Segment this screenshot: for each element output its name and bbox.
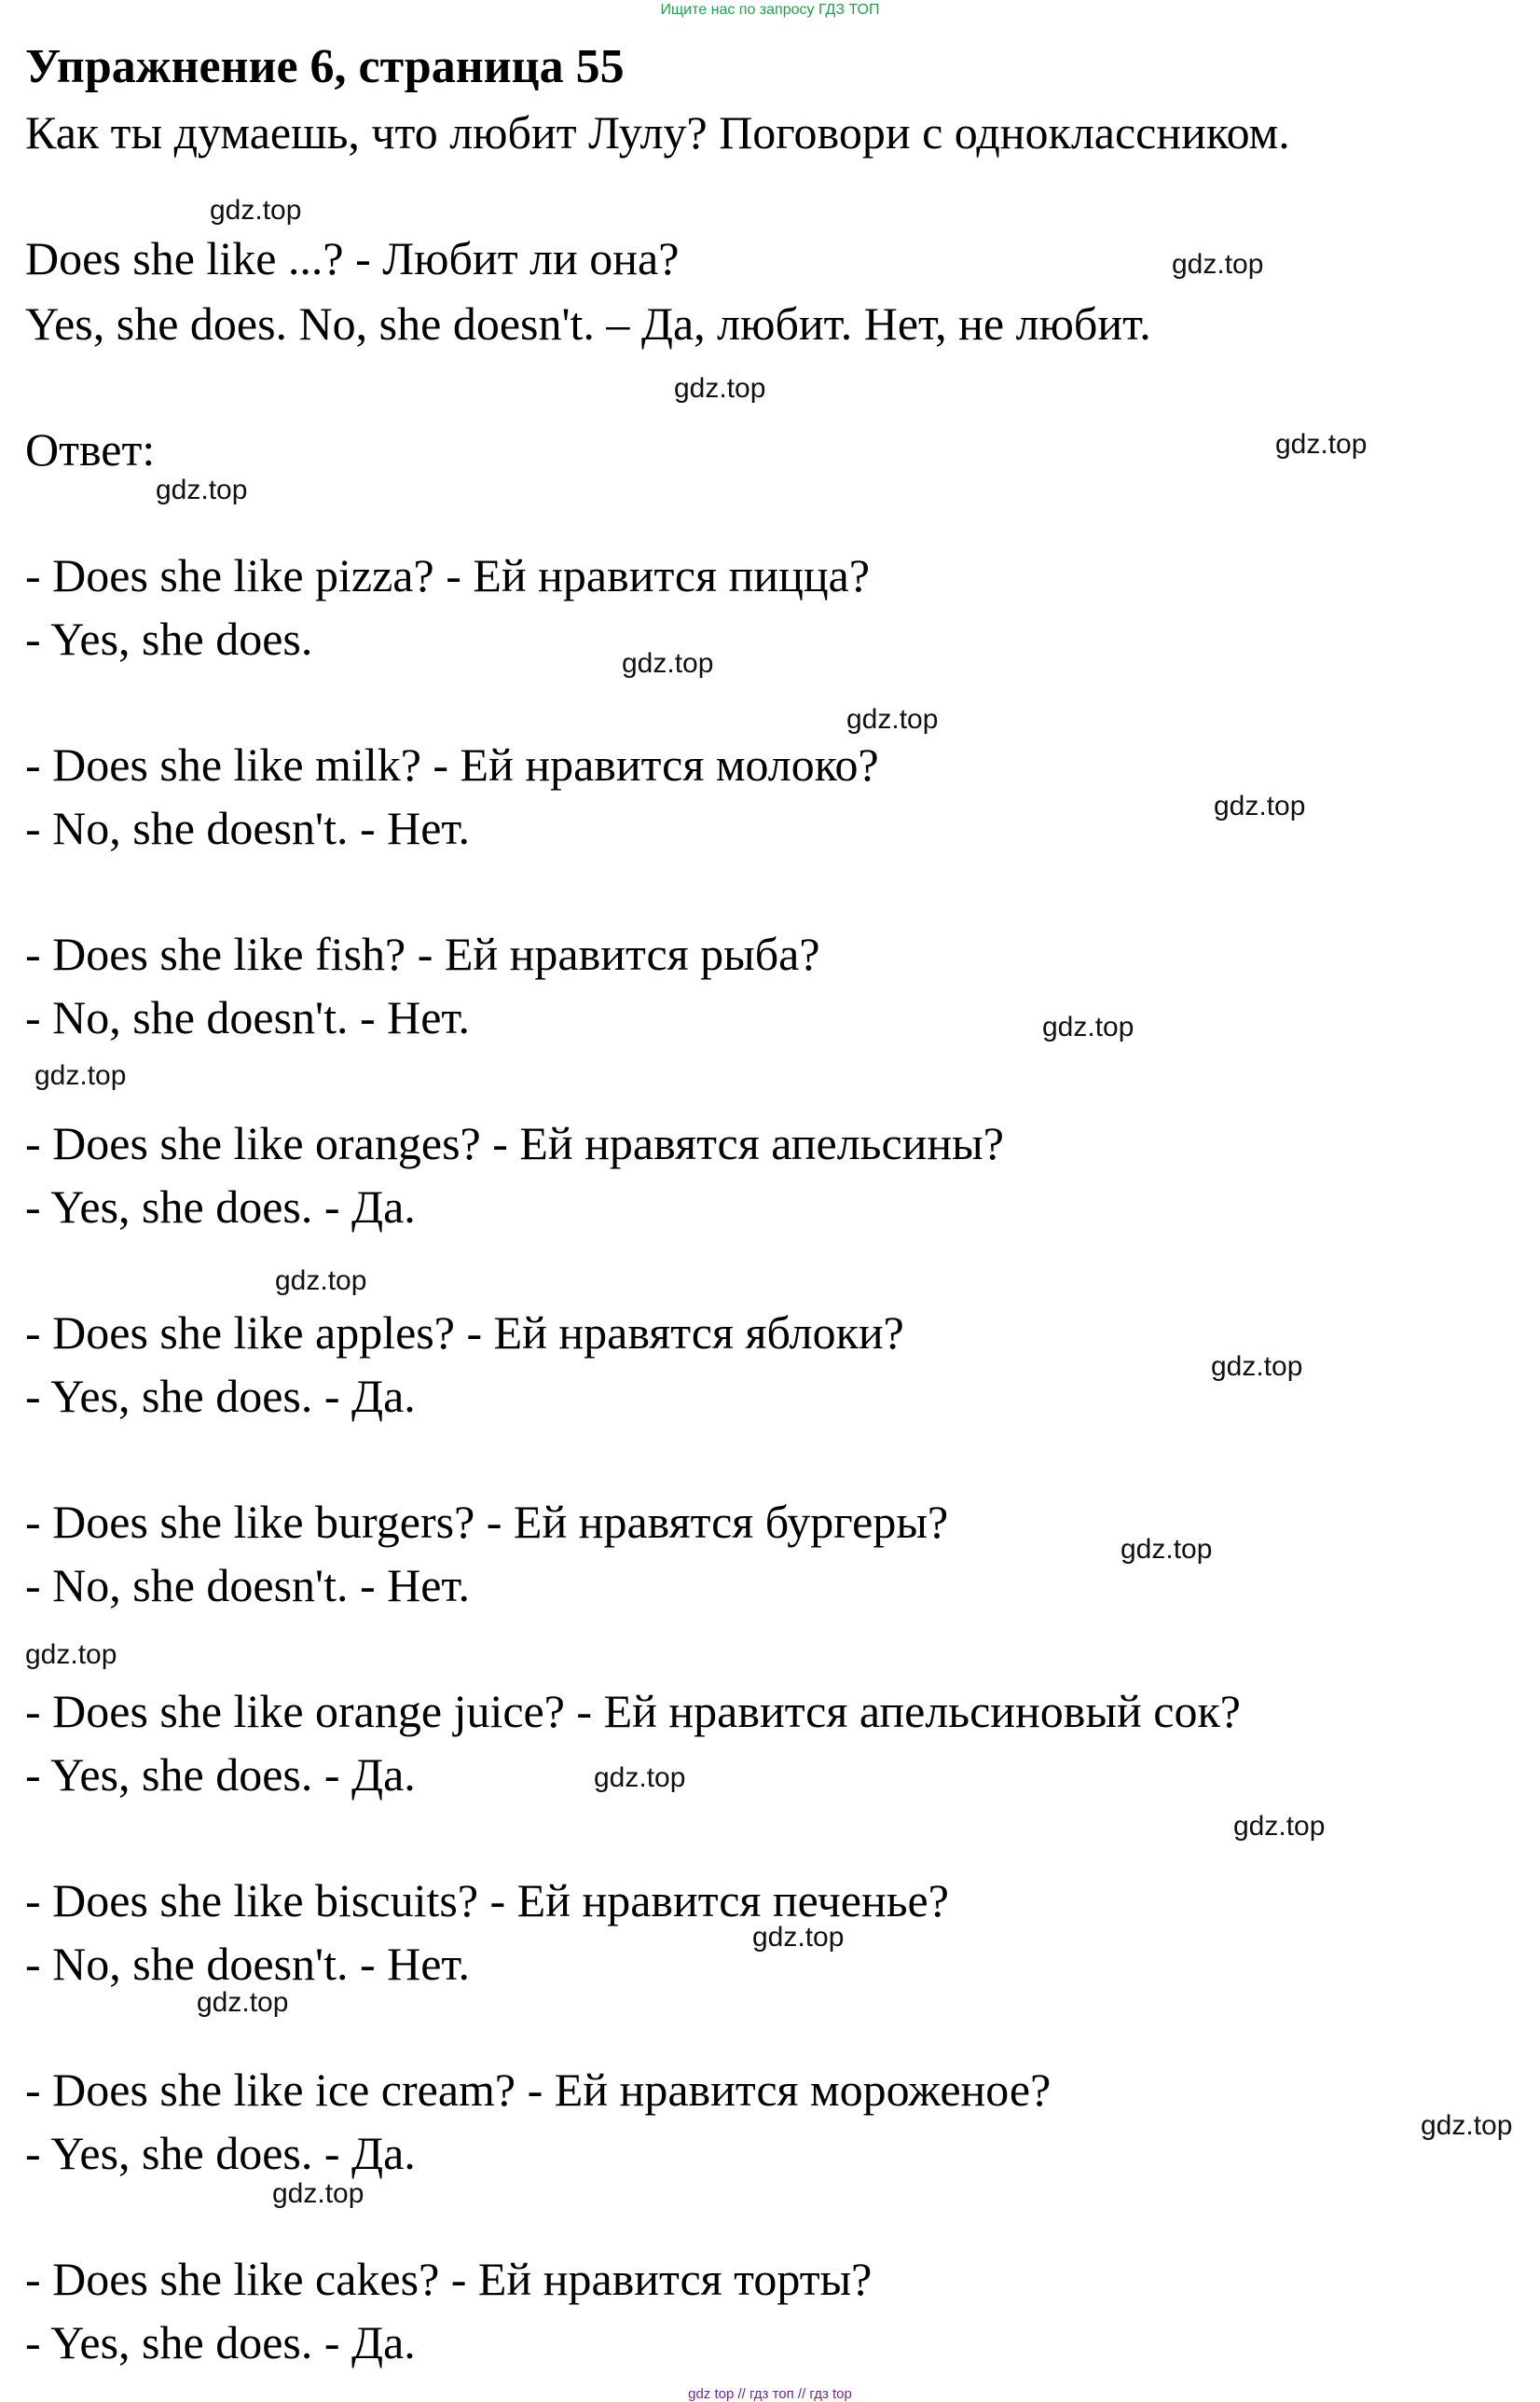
watermark: gdz.top — [1233, 1811, 1326, 1842]
watermark: gdz.top — [1421, 2110, 1513, 2141]
question-burgers: - Does she like burgers? - Ей нравятся бургеры? — [25, 1496, 949, 1548]
answer-orange-juice: - Yes, she does. - Да. — [25, 1748, 416, 1801]
watermark: gdz.top — [594, 1762, 686, 1793]
answer-apples: - Yes, she does. - Да. — [25, 1370, 416, 1422]
question-biscuits: - Does she like biscuits? - Ей нравится печенье? — [25, 1874, 949, 1926]
watermark: gdz.top — [34, 1060, 127, 1091]
question-oranges: - Does she like oranges? - Ей нравятся апельсины? — [25, 1117, 1004, 1169]
footer-watermark: gdz top // гдз топ // гдз top — [688, 2386, 852, 2402]
watermark: gdz.top — [1042, 1012, 1134, 1042]
watermark: gdz.top — [622, 648, 714, 679]
watermark: gdz.top — [1121, 1534, 1213, 1565]
watermark: gdz.top — [156, 475, 248, 505]
question-cakes: - Does she like cakes? - Ей нравится торты? — [25, 2253, 873, 2305]
answer-oranges: - Yes, she does. - Да. — [25, 1180, 416, 1233]
answer-pizza: - Yes, she does. — [25, 613, 313, 665]
watermark: gdz.top — [197, 1987, 289, 2018]
pattern-answers: Yes, she does. No, she doesn't. – Да, любит. Нет, не любит. — [25, 297, 1151, 350]
watermark: gdz.top — [1214, 791, 1306, 821]
question-ice-cream: - Does she like ice cream? - Ей нравится мороженое? — [25, 2064, 1052, 2116]
instruction: Как ты думаешь, что любит Лулу? Поговори с одноклассником. — [25, 106, 1290, 159]
question-orange-juice: - Does she like orange juice? - Ей нравится апельсиновый сок? — [25, 1685, 1241, 1737]
answer-cakes: - Yes, she does. - Да. — [25, 2316, 416, 2368]
watermark: gdz.top — [846, 704, 939, 735]
answer-fish: - No, she doesn't. - Нет. — [25, 991, 471, 1043]
question-pizza: - Does she like pizza? - Ей нравится пицца? — [25, 549, 871, 601]
question-milk: - Does she like milk? - Ей нравится молоко? — [25, 739, 879, 791]
page-title: Упражнение 6, страница 55 — [25, 40, 625, 93]
answer-milk: - No, she doesn't. - Нет. — [25, 802, 471, 854]
answer-label: Ответ: — [25, 423, 156, 476]
watermark: gdz.top — [1211, 1351, 1303, 1382]
watermark: gdz.top — [25, 1639, 117, 1670]
watermark: gdz.top — [674, 373, 766, 404]
question-apples: - Does she like apples? - Ей нравятся яблоки? — [25, 1306, 904, 1359]
pattern-question: Does she like ...? - Любит ли она? — [25, 232, 680, 284]
top-banner: Ищите нас по запросу ГДЗ ТОП — [660, 2, 880, 18]
answer-burgers: - No, she doesn't. - Нет. — [25, 1559, 471, 1611]
watermark: gdz.top — [752, 1922, 845, 1953]
watermark: gdz.top — [210, 195, 302, 226]
watermark: gdz.top — [272, 2178, 364, 2209]
watermark: gdz.top — [1172, 249, 1264, 280]
watermark: gdz.top — [275, 1265, 367, 1296]
answer-ice-cream: - Yes, she does. - Да. — [25, 2127, 416, 2179]
answer-biscuits: - No, she doesn't. - Нет. — [25, 1938, 471, 1990]
question-fish: - Does she like fish? - Ей нравится рыба? — [25, 928, 820, 980]
watermark: gdz.top — [1275, 429, 1368, 460]
